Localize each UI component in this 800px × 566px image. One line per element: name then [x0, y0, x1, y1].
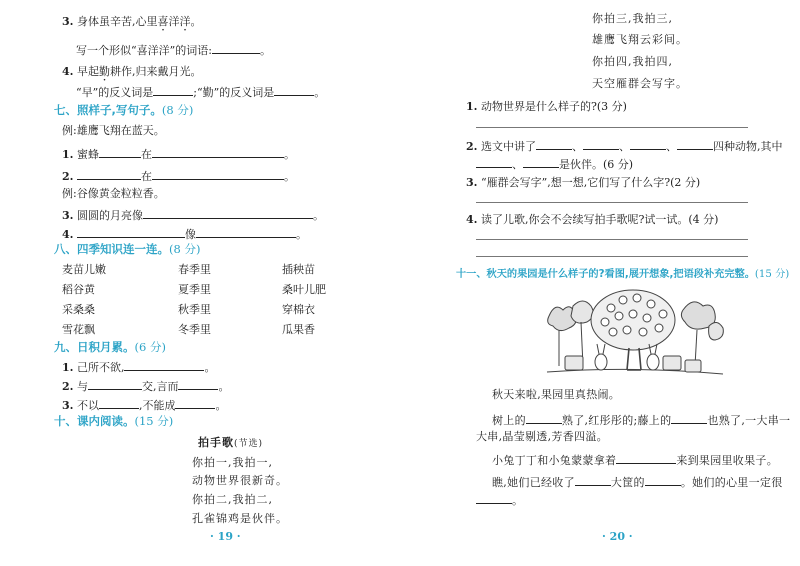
- rq4-answer-line-2[interactable]: [476, 256, 748, 257]
- poem-line: 你拍一,我拍一,: [192, 456, 273, 469]
- s9-item-3: 3. 不以 ,不能成 。: [62, 399, 227, 412]
- para-blank-1[interactable]: [526, 412, 562, 424]
- poem-line: 你拍二,我拍二,: [192, 493, 273, 506]
- s9-3-blank-2[interactable]: [175, 397, 215, 409]
- q3-sentence: 3. 身体虽辛苦,心里喜洋洋。: [62, 15, 202, 28]
- q4-blank-2[interactable]: [274, 84, 314, 96]
- rq2-blank-4[interactable]: [677, 138, 713, 150]
- q4-task: “早”的反义词是 ;“勤”的反义词是 。: [76, 86, 326, 99]
- para-blank-6[interactable]: [476, 492, 512, 504]
- rq2-line-2: 、 是伙伴。(6 分): [476, 156, 633, 172]
- match-mid-item[interactable]: 秋季里: [178, 303, 211, 316]
- s9-item-2: 2. 与 交,言而 。: [62, 380, 230, 393]
- s9-2-blank-1[interactable]: [88, 378, 142, 390]
- poem-line: 动物世界很新奇。: [192, 474, 288, 487]
- q4-sentence: 4. 早起勤耕作,归来戴月光。: [62, 65, 202, 78]
- example-1: 例:雄鹰飞翔在蓝天。: [62, 124, 165, 137]
- s7-item-4: 4. 像 。: [62, 228, 307, 241]
- poem-line: 你拍三,我拍三,: [592, 12, 673, 25]
- q4-blank-1[interactable]: [153, 84, 193, 96]
- s7-item-3: 3. 圆圆的月亮像 。: [62, 209, 324, 222]
- rq2-blank-5[interactable]: [476, 156, 512, 168]
- s7-2-blank-2[interactable]: [152, 168, 284, 180]
- rq2-line-1: 2. 选文中讲了 、 、 、 四种动物,其中: [466, 140, 783, 153]
- para-line-2: 树上的 熟了,红彤彤的;藤上的 也熟了,一大串一: [492, 414, 791, 427]
- rq3-text: 3. “雁群会写字”,想一想,它们写了什么字?(2 分): [466, 176, 701, 189]
- rq2-blank-1[interactable]: [536, 138, 572, 150]
- right-page: [400, 0, 800, 566]
- para-blank-5[interactable]: [645, 474, 681, 486]
- section-9-heading: 九、日积月累。(6 分): [54, 340, 166, 354]
- s9-1-blank[interactable]: [124, 359, 204, 371]
- section-11-heading: 十一、秋天的果园是什么样子的?看图,展开想象,把语段补充完整。(15 分): [456, 269, 790, 280]
- match-mid-item[interactable]: 冬季里: [178, 323, 211, 336]
- rq2-blank-3[interactable]: [630, 138, 666, 150]
- s7-4-blank-2[interactable]: [196, 226, 296, 238]
- s7-1-blank-2[interactable]: [152, 146, 284, 158]
- section-7-heading: 七、照样子,写句子。(8 分): [54, 103, 194, 117]
- para-blank-2[interactable]: [671, 412, 707, 424]
- rq1-answer-line[interactable]: [476, 127, 748, 128]
- s7-2-blank-1[interactable]: [77, 168, 141, 180]
- poem-line: 天空雁群会写字。: [592, 77, 688, 90]
- poem-line: 孔雀锦鸡是伙伴。: [192, 512, 288, 525]
- match-column-1: [62, 261, 106, 341]
- section-8-heading: 八、四季知识连一连。(8 分): [54, 242, 201, 256]
- rq4-answer-line-1[interactable]: [476, 239, 748, 240]
- rq1-text: 1. 动物世界是什么样子的?(3 分): [466, 100, 627, 113]
- para-line-3: 大串,晶莹剔透,芳香四溢。: [476, 430, 608, 443]
- match-column-3: [282, 261, 326, 341]
- s7-4-blank-1[interactable]: [77, 226, 185, 238]
- rq4-text: 4. 读了儿歌,你会不会续写拍手歌呢?试一试。(4 分): [466, 213, 719, 226]
- match-left-item[interactable]: 采桑桑: [62, 303, 95, 316]
- page-number-20: · 20 ·: [602, 530, 633, 543]
- rq3-answer-line[interactable]: [476, 202, 748, 203]
- match-column-2: [178, 261, 211, 341]
- match-right-item[interactable]: 插秧苗: [282, 263, 315, 276]
- page-number-19: · 19 ·: [210, 530, 241, 543]
- section-10-heading: 十、课内阅读。(15 分): [54, 414, 174, 428]
- match-left-item[interactable]: 稻谷黄: [62, 283, 95, 296]
- match-right-item[interactable]: 穿棉衣: [282, 303, 315, 316]
- para-blank-4[interactable]: [575, 474, 611, 486]
- s7-1-blank-1[interactable]: [99, 146, 141, 158]
- match-mid-item[interactable]: 夏季里: [178, 283, 211, 296]
- s7-3-blank[interactable]: [143, 207, 313, 219]
- s9-item-1: 1. 己所不欲, 。: [62, 361, 216, 374]
- example-2: 例:谷像黄金粒粒香。: [62, 187, 165, 200]
- para-blank-3[interactable]: [616, 452, 676, 464]
- para-line-1: 秋天来啦,果园里真热闹。: [492, 388, 621, 401]
- para-line-4: 小兔丁丁和小兔蒙蒙拿着 来到果园里收果子。: [492, 454, 779, 467]
- poem-title: 拍手歌(节选): [198, 436, 264, 449]
- rq2-blank-6[interactable]: [523, 156, 559, 168]
- match-left-item[interactable]: 雪花飘: [62, 323, 95, 336]
- s7-item-2: 2. 在 。: [62, 170, 295, 183]
- match-left-item[interactable]: 麦苗儿嫩: [62, 263, 106, 276]
- s9-3-blank-1[interactable]: [99, 397, 139, 409]
- match-right-item[interactable]: 瓜果香: [282, 323, 315, 336]
- s9-2-blank-2[interactable]: [178, 378, 218, 390]
- q3-blank[interactable]: [212, 42, 260, 54]
- match-mid-item[interactable]: 春季里: [178, 263, 211, 276]
- para-line-5: 瞧,她们已经收了 大筐的 。她们的心里一定很: [492, 476, 783, 489]
- para-line-6: 。: [476, 492, 523, 508]
- match-right-item[interactable]: 桑叶儿肥: [282, 283, 326, 296]
- s7-item-1: 1. 蜜蜂 在 。: [62, 148, 295, 161]
- q3-task: 写一个形似“喜洋洋”的词语: 。: [76, 44, 271, 57]
- poem-line: 雄鹰飞翔云彩间。: [592, 33, 688, 46]
- rq2-blank-2[interactable]: [583, 138, 619, 150]
- poem-line: 你拍四,我拍四,: [592, 55, 673, 68]
- orchard-illustration: [545, 286, 725, 382]
